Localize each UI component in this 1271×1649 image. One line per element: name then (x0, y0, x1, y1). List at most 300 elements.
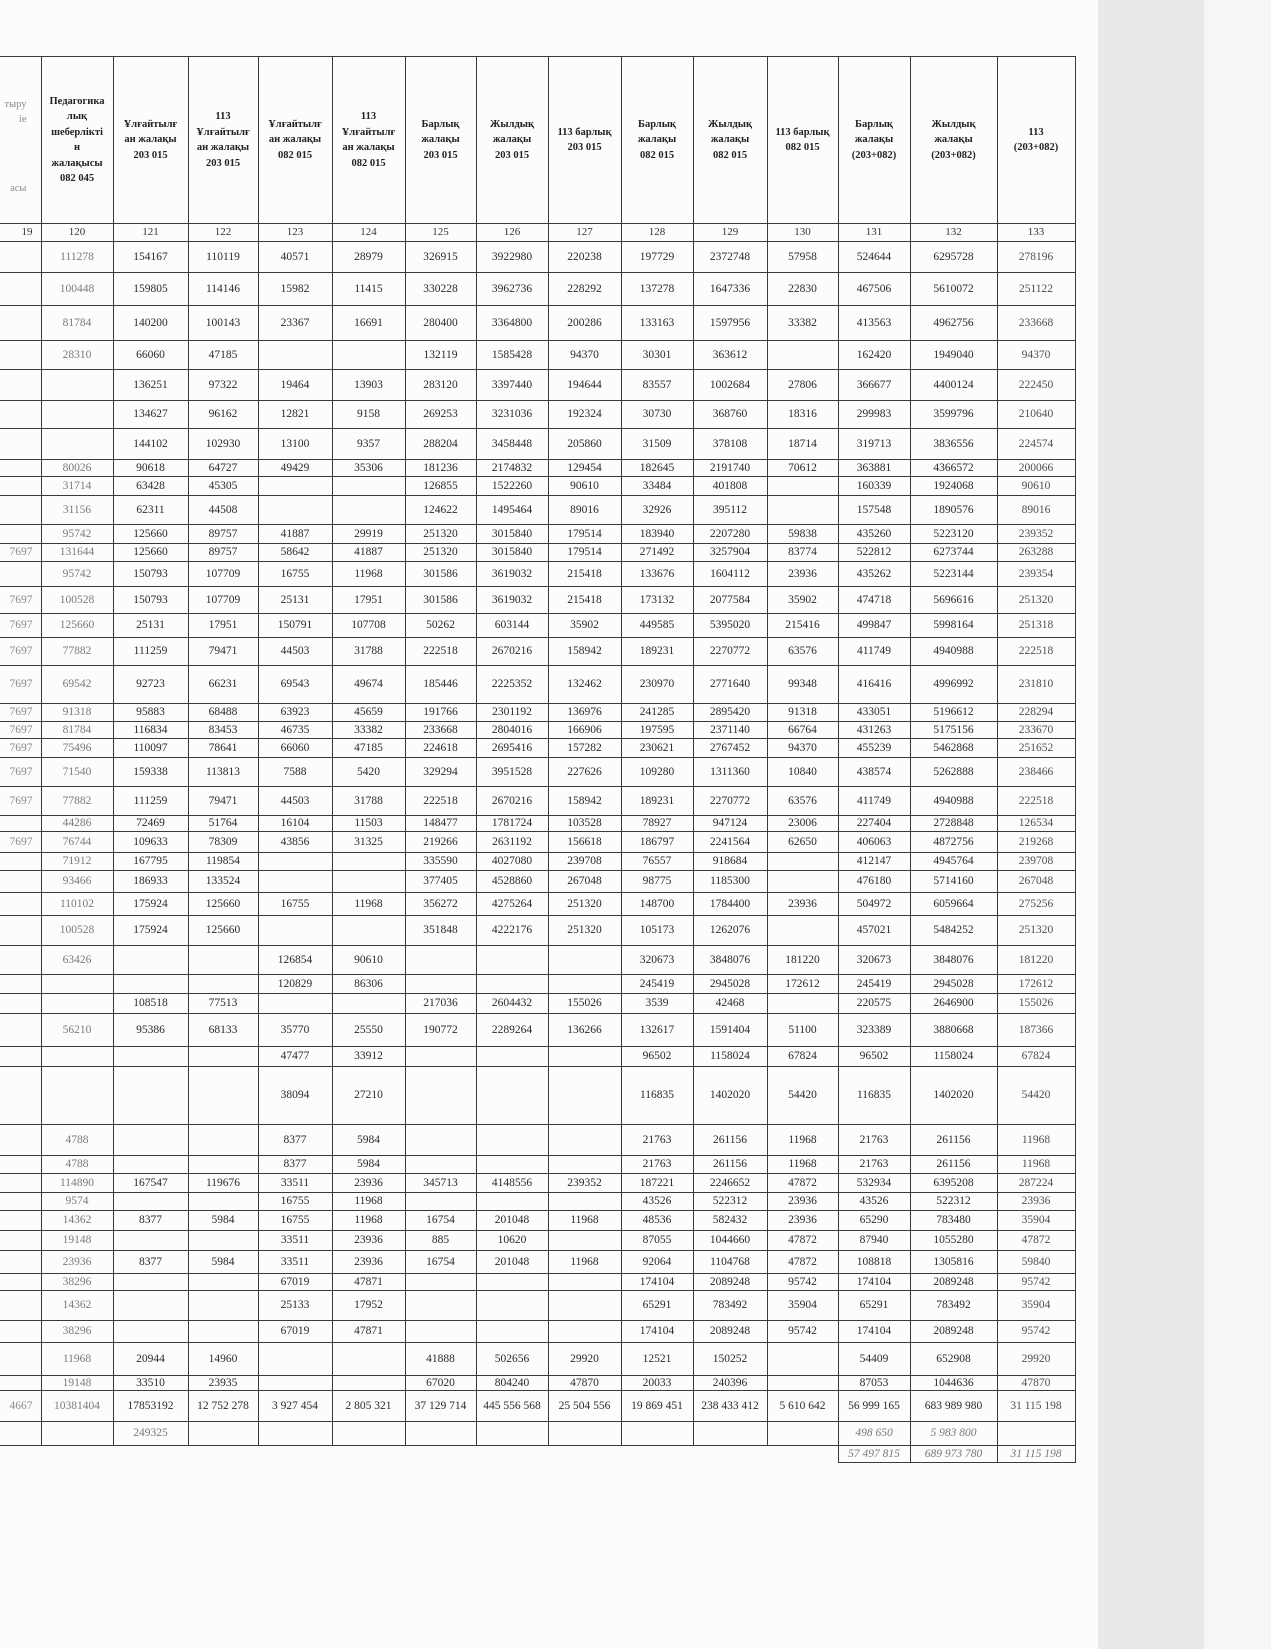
cell-col-125: 185446 (405, 666, 476, 704)
cell-col-126: 201048 (476, 1251, 548, 1274)
cell-col-122: 78309 (188, 832, 258, 853)
cell-col-133: 238466 (997, 758, 1075, 787)
cell-col-125: 329294 (405, 758, 476, 787)
cell-col-121 (113, 1274, 188, 1291)
cell-col-123 (258, 1422, 332, 1446)
cell-col-126 (476, 1125, 548, 1156)
cell-col-19: 19 (0, 224, 41, 242)
cell-col-126: 1495464 (476, 496, 548, 525)
cell-col-133: 126534 (997, 816, 1075, 832)
cell-col-132: 5484252 (910, 916, 997, 946)
cell-col-120: 71912 (41, 853, 113, 871)
cell-col-128: 197595 (621, 722, 693, 739)
cell-col-133: 47872 (997, 1231, 1075, 1251)
cell-col-130: 57958 (767, 242, 838, 273)
cell-col-129 (693, 1446, 767, 1463)
cell-col-127: 251320 (548, 893, 621, 916)
cell-col-133: 228294 (997, 704, 1075, 722)
cell-col-124: 11503 (332, 816, 405, 832)
cell-col-122: 68133 (188, 1014, 258, 1047)
cell-col-127 (548, 1274, 621, 1291)
cell-col-126: 3397440 (476, 370, 548, 401)
cell-col-127: 156618 (548, 832, 621, 853)
cell-col-120: 114890 (41, 1174, 113, 1193)
cell-col-129: 368760 (693, 401, 767, 429)
cell-col-125 (405, 1291, 476, 1321)
cell-col-121: 8377 (113, 1211, 188, 1231)
cell-col-125 (405, 1193, 476, 1211)
cell-col-122: 119854 (188, 853, 258, 871)
cell-col-128 (621, 1446, 693, 1463)
cell-col-126: 4528860 (476, 871, 548, 893)
cell-col-128: 78927 (621, 816, 693, 832)
cell-col-131: 220575 (838, 994, 910, 1014)
cell-col-132: 5223144 (910, 562, 997, 587)
header-col-123: Ұлғайтылғ ан жалақы 082 015 (258, 57, 332, 224)
cell-col-130: 35904 (767, 1291, 838, 1321)
header-partial-bottom: асы (10, 182, 27, 194)
cell-col-124: 33912 (332, 1047, 405, 1067)
cell-col-129: 363612 (693, 341, 767, 370)
cell-col-125: 124622 (405, 496, 476, 525)
cell-col-121: 92723 (113, 666, 188, 704)
cell-col-127: 166906 (548, 722, 621, 739)
cell-col-124: 11968 (332, 1193, 405, 1211)
cell-col-129: 582432 (693, 1211, 767, 1231)
cell-col-129: 2089248 (693, 1321, 767, 1343)
cell-col-127: 103528 (548, 816, 621, 832)
table-row (0, 758, 1075, 787)
cell-col-126: 2174832 (476, 460, 548, 477)
table-row (0, 1125, 1075, 1156)
cell-col-132: 683 989 980 (910, 1391, 997, 1422)
cell-col-121: 66060 (113, 341, 188, 370)
cell-col-127: 158942 (548, 787, 621, 816)
cell-col-128: 116835 (621, 1067, 693, 1125)
cell-col-128: 133163 (621, 306, 693, 341)
cell-col-128: 109280 (621, 758, 693, 787)
cell-col-127: 215418 (548, 587, 621, 614)
table-row (0, 429, 1075, 460)
cell-col-126: 502656 (476, 1343, 548, 1376)
cell-col-126: 3015840 (476, 525, 548, 544)
cell-col-120: 75496 (41, 739, 113, 758)
cell-col-131: 131 (838, 224, 910, 242)
cell-col-127: 179514 (548, 525, 621, 544)
cell-col-129: 2767452 (693, 739, 767, 758)
cell-col-130: 172612 (767, 975, 838, 994)
cell-col-125: 191766 (405, 704, 476, 722)
cell-col-131: 438574 (838, 758, 910, 787)
document-page (0, 56, 1076, 1463)
cell-col-133: 59840 (997, 1251, 1075, 1274)
cell-col-130: 51100 (767, 1014, 838, 1047)
cell-col-123: 25131 (258, 587, 332, 614)
cell-col-19 (0, 1211, 41, 1231)
cell-col-123: 15982 (258, 273, 332, 306)
cell-col-126: 2301192 (476, 704, 548, 722)
cell-col-131: 56 999 165 (838, 1391, 910, 1422)
cell-col-131: 524644 (838, 242, 910, 273)
cell-col-128 (621, 1422, 693, 1446)
cell-col-127: 179514 (548, 544, 621, 562)
cell-col-19 (0, 1193, 41, 1211)
cell-col-120: 10381404 (41, 1391, 113, 1422)
table-row (0, 273, 1075, 306)
cell-col-122: 125660 (188, 893, 258, 916)
cell-col-131: 160339 (838, 477, 910, 496)
cell-col-123: 69543 (258, 666, 332, 704)
cell-col-129: 378108 (693, 429, 767, 460)
table-row (0, 946, 1075, 975)
cell-col-128: 65291 (621, 1291, 693, 1321)
table-row (0, 1174, 1075, 1193)
cell-col-125 (405, 1321, 476, 1343)
header-col-127: 113 барлық 203 015 (548, 57, 621, 224)
cell-col-133: 275256 (997, 893, 1075, 916)
cell-col-121 (113, 1125, 188, 1156)
cell-col-133: 222450 (997, 370, 1075, 401)
cell-col-129: 1402020 (693, 1067, 767, 1125)
cell-col-132: 1158024 (910, 1047, 997, 1067)
cell-col-127: 251320 (548, 916, 621, 946)
cell-col-133: 47870 (997, 1376, 1075, 1391)
cell-col-19: 7697 (0, 704, 41, 722)
cell-col-132: 6059664 (910, 893, 997, 916)
header-col-131: Барлық жалақы (203+082) (838, 57, 910, 224)
cell-col-130: 35902 (767, 587, 838, 614)
header-col-133: 113 (203+082) (997, 57, 1075, 224)
cell-col-126: 2604432 (476, 994, 548, 1014)
cell-col-126 (476, 1156, 548, 1174)
cell-col-127: 215418 (548, 562, 621, 587)
scan-margin-band (1098, 0, 1204, 1649)
cell-col-123: 46735 (258, 722, 332, 739)
cell-col-129: 2191740 (693, 460, 767, 477)
table-row (0, 1231, 1075, 1251)
cell-col-19: 7697 (0, 614, 41, 638)
cell-col-126: 3231036 (476, 401, 548, 429)
cell-col-128: 30730 (621, 401, 693, 429)
cell-col-132: 1949040 (910, 341, 997, 370)
cell-col-133 (997, 1422, 1075, 1446)
cell-col-126: 1522260 (476, 477, 548, 496)
cell-col-128: 186797 (621, 832, 693, 853)
cell-col-123: 150791 (258, 614, 332, 638)
cell-col-122 (188, 1156, 258, 1174)
table-row (0, 587, 1075, 614)
cell-col-125: 269253 (405, 401, 476, 429)
cell-col-125: 280400 (405, 306, 476, 341)
cell-col-120: 71540 (41, 758, 113, 787)
cell-col-121 (113, 946, 188, 975)
cell-col-133: 31 115 198 (997, 1446, 1075, 1463)
cell-col-121: 95883 (113, 704, 188, 722)
cell-col-19 (0, 306, 41, 341)
cell-col-123: 67019 (258, 1321, 332, 1343)
cell-col-125: 148477 (405, 816, 476, 832)
cell-col-120 (41, 401, 113, 429)
cell-col-133: 29920 (997, 1343, 1075, 1376)
cell-col-133: 239354 (997, 562, 1075, 587)
cell-col-131: 412147 (838, 853, 910, 871)
cell-col-128: 21763 (621, 1125, 693, 1156)
cell-col-127: 11968 (548, 1251, 621, 1274)
cell-col-129: 522312 (693, 1193, 767, 1211)
cell-col-131: 157548 (838, 496, 910, 525)
cell-col-19 (0, 1321, 41, 1343)
cell-col-127: 157282 (548, 739, 621, 758)
cell-col-130: 18316 (767, 401, 838, 429)
cell-col-126: 2225352 (476, 666, 548, 704)
cell-col-121 (113, 1067, 188, 1125)
cell-col-132: 3599796 (910, 401, 997, 429)
cell-col-127: 35902 (548, 614, 621, 638)
cell-col-124: 29919 (332, 525, 405, 544)
cell-col-121 (113, 1446, 188, 1463)
cell-col-121: 136251 (113, 370, 188, 401)
cell-col-122: 133524 (188, 871, 258, 893)
cell-col-130: 22830 (767, 273, 838, 306)
cell-col-126: 3951528 (476, 758, 548, 787)
cell-col-125: 16754 (405, 1211, 476, 1231)
cell-col-19 (0, 994, 41, 1014)
cell-col-131: 320673 (838, 946, 910, 975)
cell-col-122 (188, 1047, 258, 1067)
cell-col-123: 123 (258, 224, 332, 242)
table-row (0, 1211, 1075, 1231)
cell-col-126 (476, 1047, 548, 1067)
cell-col-128: 187221 (621, 1174, 693, 1193)
scan-margin-edge (1204, 0, 1271, 1649)
cell-col-126 (476, 1193, 548, 1211)
cell-col-120: 120 (41, 224, 113, 242)
cell-col-123: 67019 (258, 1274, 332, 1291)
cell-col-130 (767, 1446, 838, 1463)
cell-col-121 (113, 1193, 188, 1211)
cell-col-125: 41888 (405, 1343, 476, 1376)
cell-col-132: 4962756 (910, 306, 997, 341)
cell-col-133: 31 115 198 (997, 1391, 1075, 1422)
cell-col-127: 267048 (548, 871, 621, 893)
cell-col-120 (41, 975, 113, 994)
cell-col-132: 3848076 (910, 946, 997, 975)
cell-col-131: 162420 (838, 341, 910, 370)
cell-col-126: 3458448 (476, 429, 548, 460)
cell-col-125 (405, 975, 476, 994)
cell-col-130: 23936 (767, 1211, 838, 1231)
cell-col-129: 2270772 (693, 787, 767, 816)
table-row (0, 477, 1075, 496)
cell-col-125: 219266 (405, 832, 476, 853)
cell-col-133: 287224 (997, 1174, 1075, 1193)
cell-col-19 (0, 1067, 41, 1125)
cell-col-133: 54420 (997, 1067, 1075, 1125)
cell-col-120: 81784 (41, 306, 113, 341)
cell-col-126: 1781724 (476, 816, 548, 832)
cell-col-120: 9574 (41, 1193, 113, 1211)
cell-col-129: 261156 (693, 1125, 767, 1156)
cell-col-125: 37 129 714 (405, 1391, 476, 1422)
cell-col-132: 5998164 (910, 614, 997, 638)
cell-col-129: 2207280 (693, 525, 767, 544)
cell-col-132: 3880668 (910, 1014, 997, 1047)
cell-col-120 (41, 429, 113, 460)
cell-col-132: 1044636 (910, 1376, 997, 1391)
cell-col-122: 97322 (188, 370, 258, 401)
cell-col-121 (113, 1231, 188, 1251)
cell-col-120: 4788 (41, 1156, 113, 1174)
table-row (0, 401, 1075, 429)
cell-col-130 (767, 496, 838, 525)
cell-col-122: 107709 (188, 587, 258, 614)
cell-col-128: 148700 (621, 893, 693, 916)
cell-col-124: 16691 (332, 306, 405, 341)
cell-col-124: 5984 (332, 1156, 405, 1174)
cell-col-122: 102930 (188, 429, 258, 460)
cell-col-127 (548, 1321, 621, 1343)
cell-col-121 (113, 1321, 188, 1343)
cell-col-125: 224618 (405, 739, 476, 758)
cell-col-124: 11968 (332, 562, 405, 587)
cell-col-127: 220238 (548, 242, 621, 273)
table-row (0, 544, 1075, 562)
cell-col-123: 16755 (258, 1193, 332, 1211)
cell-col-122 (188, 1274, 258, 1291)
table-row (0, 739, 1075, 758)
cell-col-126: 4222176 (476, 916, 548, 946)
cell-col-123: 66060 (258, 739, 332, 758)
cell-col-128: 241285 (621, 704, 693, 722)
table-row (0, 638, 1075, 666)
cell-col-124: 31325 (332, 832, 405, 853)
cell-col-121: 95386 (113, 1014, 188, 1047)
cell-col-127 (548, 1125, 621, 1156)
header-partial-top: тыру іе (4, 98, 27, 125)
cell-col-130: 94370 (767, 739, 838, 758)
cell-col-131: 227404 (838, 816, 910, 832)
cell-col-131: 455239 (838, 739, 910, 758)
cell-col-122: 47185 (188, 341, 258, 370)
cell-col-120: 100528 (41, 587, 113, 614)
cell-col-123: 19464 (258, 370, 332, 401)
cell-col-128: 43526 (621, 1193, 693, 1211)
cell-col-19 (0, 1251, 41, 1274)
cell-col-121: 249325 (113, 1422, 188, 1446)
cell-col-130: 23936 (767, 1193, 838, 1211)
cell-col-121: 140200 (113, 306, 188, 341)
cell-col-123: 16104 (258, 816, 332, 832)
cell-col-122: 5984 (188, 1211, 258, 1231)
cell-col-121: 167547 (113, 1174, 188, 1193)
cell-col-133: 35904 (997, 1211, 1075, 1231)
cell-col-133: 89016 (997, 496, 1075, 525)
cell-col-131: 87940 (838, 1231, 910, 1251)
cell-col-125: 217036 (405, 994, 476, 1014)
cell-col-129: 2771640 (693, 666, 767, 704)
cell-col-129: 1604112 (693, 562, 767, 587)
cell-col-120: 95742 (41, 562, 113, 587)
cell-col-120 (41, 370, 113, 401)
cell-col-131: 323389 (838, 1014, 910, 1047)
cell-col-124: 23936 (332, 1174, 405, 1193)
cell-col-19: 7697 (0, 832, 41, 853)
cell-col-120: 4788 (41, 1125, 113, 1156)
cell-col-126: 804240 (476, 1376, 548, 1391)
cell-col-19 (0, 871, 41, 893)
cell-col-125: 283120 (405, 370, 476, 401)
cell-col-133: 222518 (997, 638, 1075, 666)
cell-col-126: 2804016 (476, 722, 548, 739)
cell-col-121 (113, 1156, 188, 1174)
cell-col-124: 28979 (332, 242, 405, 273)
cell-col-19 (0, 893, 41, 916)
cell-col-131: 87053 (838, 1376, 910, 1391)
cell-col-127: 192324 (548, 401, 621, 429)
cell-col-124 (332, 496, 405, 525)
cell-col-131: 457021 (838, 916, 910, 946)
cell-col-131: 431263 (838, 722, 910, 739)
cell-col-127: 200286 (548, 306, 621, 341)
cell-col-131: 366677 (838, 370, 910, 401)
cell-col-123 (258, 496, 332, 525)
cell-col-129: 3848076 (693, 946, 767, 975)
cell-col-133: 239352 (997, 525, 1075, 544)
cell-col-125: 251320 (405, 525, 476, 544)
grand-total-row (0, 1446, 1075, 1463)
cell-col-122 (188, 1291, 258, 1321)
cell-col-123 (258, 1343, 332, 1376)
cell-col-120: 95742 (41, 525, 113, 544)
cell-col-122: 23935 (188, 1376, 258, 1391)
cell-col-122 (188, 975, 258, 994)
cell-col-128: 189231 (621, 787, 693, 816)
cell-col-125: 351848 (405, 916, 476, 946)
cell-col-124: 47871 (332, 1274, 405, 1291)
cell-col-125 (405, 1067, 476, 1125)
cell-col-133: 267048 (997, 871, 1075, 893)
cell-col-123: 38094 (258, 1067, 332, 1125)
cell-col-121: 144102 (113, 429, 188, 460)
cell-col-133: 263288 (997, 544, 1075, 562)
cell-col-121: 116834 (113, 722, 188, 739)
cell-col-124 (332, 1376, 405, 1391)
cell-col-128: 30301 (621, 341, 693, 370)
cell-col-122 (188, 1125, 258, 1156)
cell-col-123 (258, 916, 332, 946)
cell-col-132: 689 973 780 (910, 1446, 997, 1463)
cell-col-126 (476, 1321, 548, 1343)
cell-col-124 (332, 853, 405, 871)
cell-col-128: 230621 (621, 739, 693, 758)
cell-col-19 (0, 477, 41, 496)
cell-col-19 (0, 341, 41, 370)
cell-col-128: 92064 (621, 1251, 693, 1274)
cell-col-122: 66231 (188, 666, 258, 704)
cell-col-129: 1647336 (693, 273, 767, 306)
cell-col-127: 11968 (548, 1211, 621, 1231)
table-row (0, 816, 1075, 832)
cell-col-130: 10840 (767, 758, 838, 787)
cell-col-122: 96162 (188, 401, 258, 429)
cell-col-132: 5462868 (910, 739, 997, 758)
cell-col-123: 44503 (258, 638, 332, 666)
cell-col-121: 25131 (113, 614, 188, 638)
cell-col-130: 63576 (767, 638, 838, 666)
cell-col-125: 288204 (405, 429, 476, 460)
cell-col-127: 158942 (548, 638, 621, 666)
cell-col-128: 271492 (621, 544, 693, 562)
